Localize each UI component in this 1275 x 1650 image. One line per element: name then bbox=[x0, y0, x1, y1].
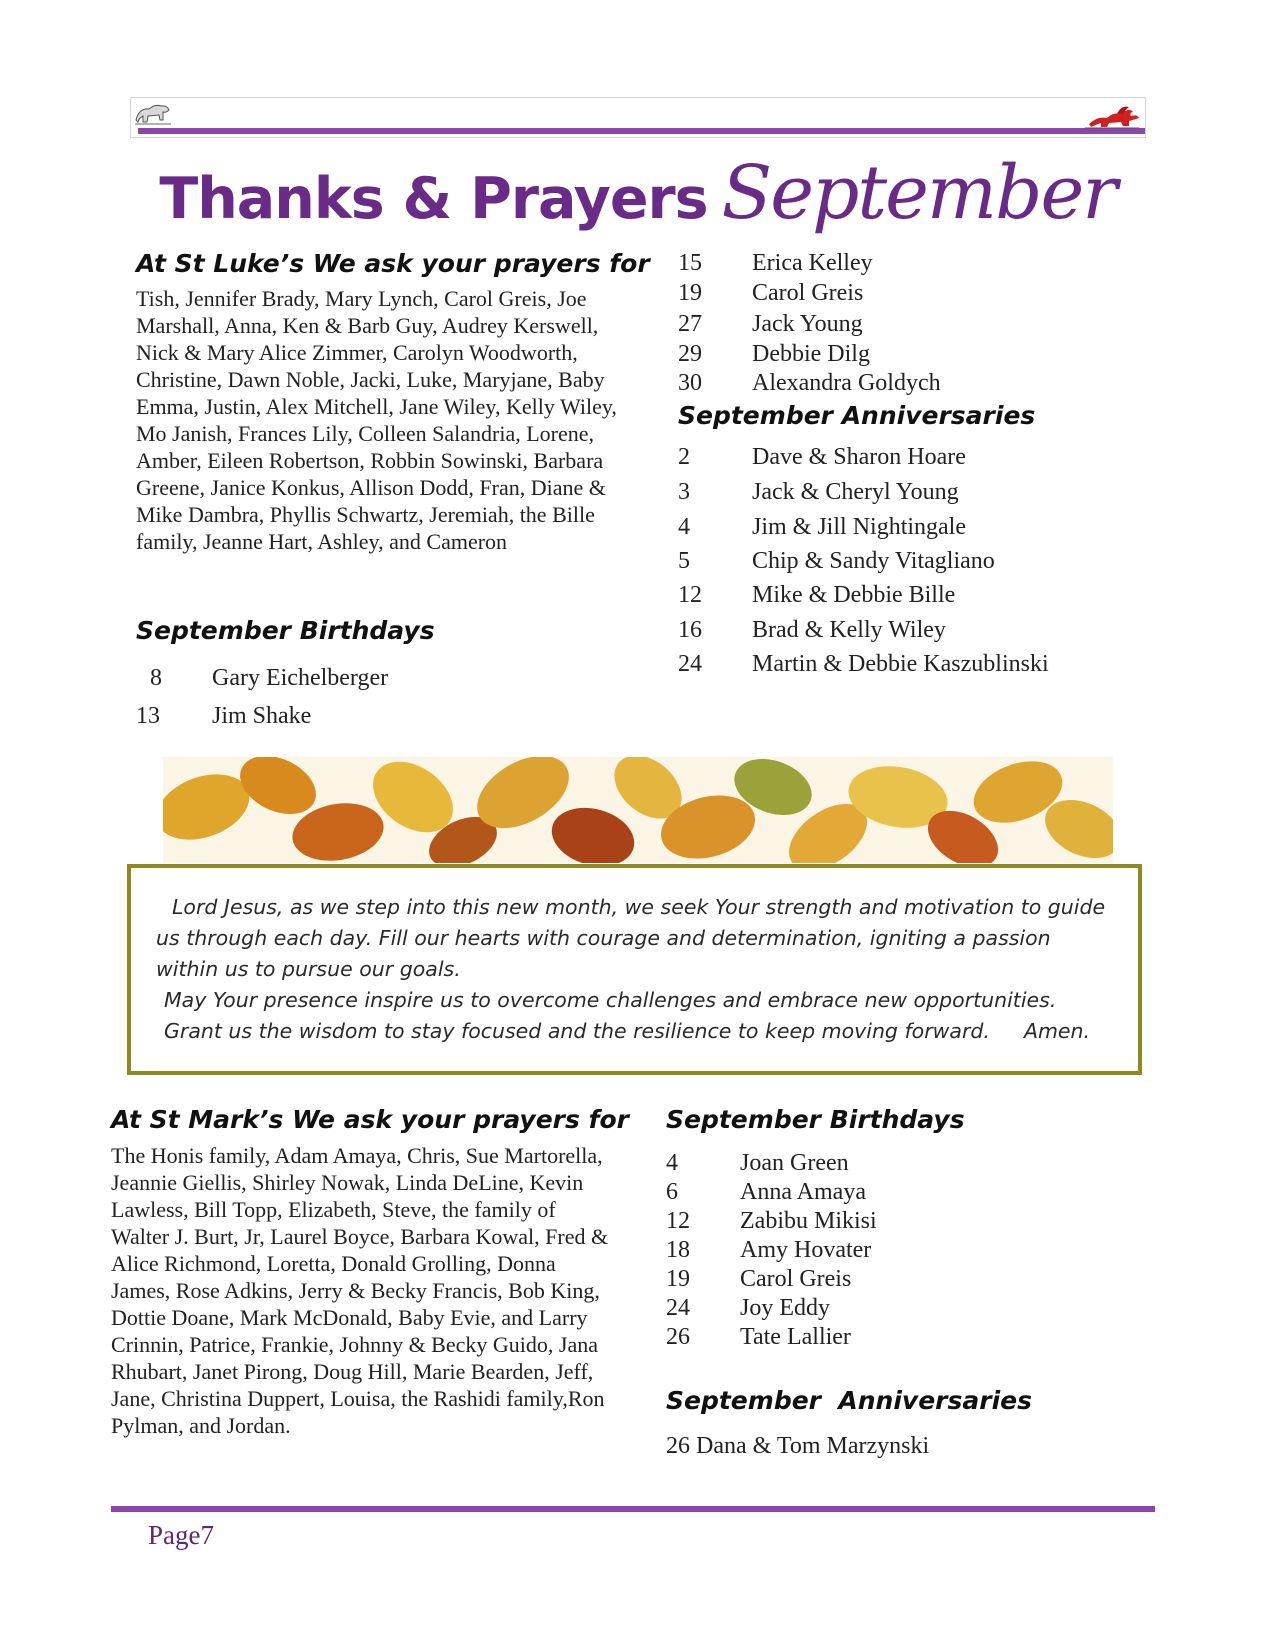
birthday-name: Joy Eddy bbox=[740, 1295, 830, 1321]
anniversary-names: Dave & Sharon Hoare bbox=[752, 444, 966, 470]
page-number: Page7 bbox=[148, 1520, 214, 1550]
anniversary-day: 3 bbox=[678, 479, 690, 505]
list-item bbox=[666, 1324, 851, 1351]
list-item bbox=[678, 479, 959, 506]
birthday-day: 30 bbox=[678, 370, 702, 396]
prayer-amen: Amen. bbox=[1023, 1019, 1091, 1043]
birthday-day: 15 bbox=[678, 250, 702, 276]
st-marks-names: The Honis family, Adam Amaya, Chris, Sue Martorella, Jeannie Giellis, Shirley Nowak, Linda DeLine, Kevin Lawless, Bill Topp, Elizabeth, Steve, the family of Walter J. Burt, Jr, Laurel Boyce, Barbara Kowal, Fred & Alice Richmond, Loretta, Donald Grolling, Donna James, Rose Adkins, Jerry & Becky Francis, Bob King, Dottie Doane, Mark McDonald, Baby Evie, and Larry Crinnin, Patrice, Frankie, Johnny & Becky Guido, Jana Rhubart, Janet Pirong, Doug Hill, Marie Bearden, Jeff, Jane, Christina Duppert, Louisa, the Rashidi family,Ron Pylman, and Jordan. bbox=[111, 1143, 609, 1438]
st-marks-heading: At St Mark’s We ask your prayers for bbox=[111, 1105, 629, 1134]
birthday-name: Gary Eichelberger bbox=[212, 665, 389, 691]
birthday-day: 12 bbox=[666, 1208, 690, 1234]
list-item bbox=[678, 280, 863, 307]
birthday-name: Alexandra Goldych bbox=[752, 370, 941, 396]
birthday-name: Debbie Dilg bbox=[752, 341, 870, 367]
birthday-day: 6 bbox=[666, 1179, 678, 1205]
birthday-day: 29 bbox=[678, 341, 702, 367]
anniversary-day: 2 bbox=[678, 444, 690, 470]
title-main: Thanks & Prayers bbox=[159, 166, 708, 232]
birthday-day: 19 bbox=[678, 280, 702, 306]
list-item bbox=[678, 651, 1049, 678]
birthday-name: Carol Greis bbox=[740, 1266, 852, 1292]
list-item bbox=[136, 703, 311, 730]
birthday-name: Erica Kelley bbox=[752, 250, 873, 276]
page-title bbox=[0, 150, 1275, 250]
prayer-text bbox=[156, 892, 1116, 1047]
st-lukes-anniversaries-heading: September Anniversaries bbox=[678, 401, 1036, 430]
birthday-day: 26 bbox=[666, 1324, 690, 1350]
list-item bbox=[666, 1295, 830, 1322]
birthday-day: 8 bbox=[150, 665, 162, 691]
birthday-day: 13 bbox=[136, 703, 160, 729]
anniversary-names: Mike & Debbie Bille bbox=[752, 582, 956, 608]
st-lukes-names: Tish, Jennifer Brady, Mary Lynch, Carol Greis, Joe Marshall, Anna, Ken & Barb Guy, Audrey Kerswell, Nick & Mary Alice Zimmer, Carolyn Woodworth, Christine, Dawn Noble, Jacki, Luke, Maryjane, Baby Emma, Justin, Alex Mitchell, Jane Wiley, Kelly Wiley, Mo Janish, Frances Lily, Colleen Salandria, Lorene, Amber, Eileen Robertson, Robbin Sowinski, Barbara Greene, Janice Konkus, Allison Dodd, Fran, Diane & Mike Dambra, Phyllis Schwartz, Jeremiah, the Bille family, Jeanne Hart, Ashley, and Cameron bbox=[136, 286, 617, 554]
list-item bbox=[136, 665, 388, 692]
list-item bbox=[666, 1237, 871, 1264]
prayer-line: Lord Jesus, as we step into this new month, we seek Your strength and motivation to guide us through each day. Fill our hearts with courage and determination, igniting a passion within us to pursue our goals. bbox=[156, 895, 1106, 981]
birthday-day: 4 bbox=[666, 1150, 678, 1176]
anniversary-day: 5 bbox=[678, 548, 690, 574]
autumn-leaves-banner bbox=[163, 757, 1113, 863]
header-divider bbox=[138, 128, 1145, 134]
birthday-name: Zabibu Mikisi bbox=[740, 1208, 877, 1234]
footer-divider bbox=[111, 1506, 1155, 1512]
prayer-line: May Your presence inspire us to overcome challenges and embrace new opportunities. bbox=[164, 988, 1057, 1012]
list-item bbox=[666, 1179, 866, 1206]
anniversary-names: Jim & Jill Nightingale bbox=[752, 514, 966, 540]
birthday-name: Anna Amaya bbox=[740, 1179, 866, 1205]
list-item bbox=[666, 1208, 877, 1235]
st-lukes-birthdays-heading: September Birthdays bbox=[136, 616, 435, 645]
birthday-day: 19 bbox=[666, 1266, 690, 1292]
st-marks-birthdays-heading: September Birthdays bbox=[666, 1105, 965, 1134]
birthday-day: 24 bbox=[666, 1295, 690, 1321]
birthday-name: Jim Shake bbox=[212, 703, 312, 729]
birthday-day: 27 bbox=[678, 311, 702, 337]
anniversary-entry: 26 Dana & Tom Marzynski bbox=[666, 1433, 930, 1459]
lion-emblem-icon bbox=[133, 100, 173, 128]
title-month: September bbox=[721, 150, 1116, 236]
list-item bbox=[666, 1266, 851, 1293]
birthday-name: Jack Young bbox=[752, 311, 863, 337]
list-item bbox=[678, 617, 946, 644]
birthday-name: Joan Green bbox=[740, 1150, 849, 1176]
anniversary-day: 12 bbox=[678, 582, 702, 608]
birthday-name: Amy Hovater bbox=[740, 1237, 872, 1263]
list-item bbox=[678, 250, 873, 277]
anniversary-names: Martin & Debbie Kaszublinski bbox=[752, 651, 1049, 677]
list-item bbox=[678, 444, 966, 471]
birthday-name: Carol Greis bbox=[752, 280, 864, 306]
list-item bbox=[678, 311, 863, 338]
anniversary-names: Brad & Kelly Wiley bbox=[752, 617, 946, 643]
anniversary-day: 24 bbox=[678, 651, 702, 677]
anniversary-day: 4 bbox=[678, 514, 690, 540]
list-item bbox=[678, 370, 941, 397]
list-item bbox=[678, 548, 995, 575]
st-lukes-heading: At St Luke’s We ask your prayers for bbox=[136, 249, 650, 278]
list-item bbox=[678, 341, 870, 368]
list-item bbox=[678, 514, 966, 541]
prayer-line: Grant us the wisdom to stay focused and the resilience to keep moving forward. bbox=[164, 1019, 990, 1043]
anniversary-day: 16 bbox=[678, 617, 702, 643]
list-item bbox=[666, 1150, 849, 1177]
birthday-day: 18 bbox=[666, 1237, 690, 1263]
list-item bbox=[678, 582, 955, 609]
anniversary-names: Chip & Sandy Vitagliano bbox=[752, 548, 995, 574]
anniversary-names: Jack & Cheryl Young bbox=[752, 479, 959, 505]
st-marks-anniversaries-heading: September Anniversaries bbox=[666, 1386, 1032, 1415]
winged-lion-emblem-icon bbox=[1083, 104, 1141, 130]
birthday-name: Tate Lallier bbox=[740, 1324, 851, 1350]
